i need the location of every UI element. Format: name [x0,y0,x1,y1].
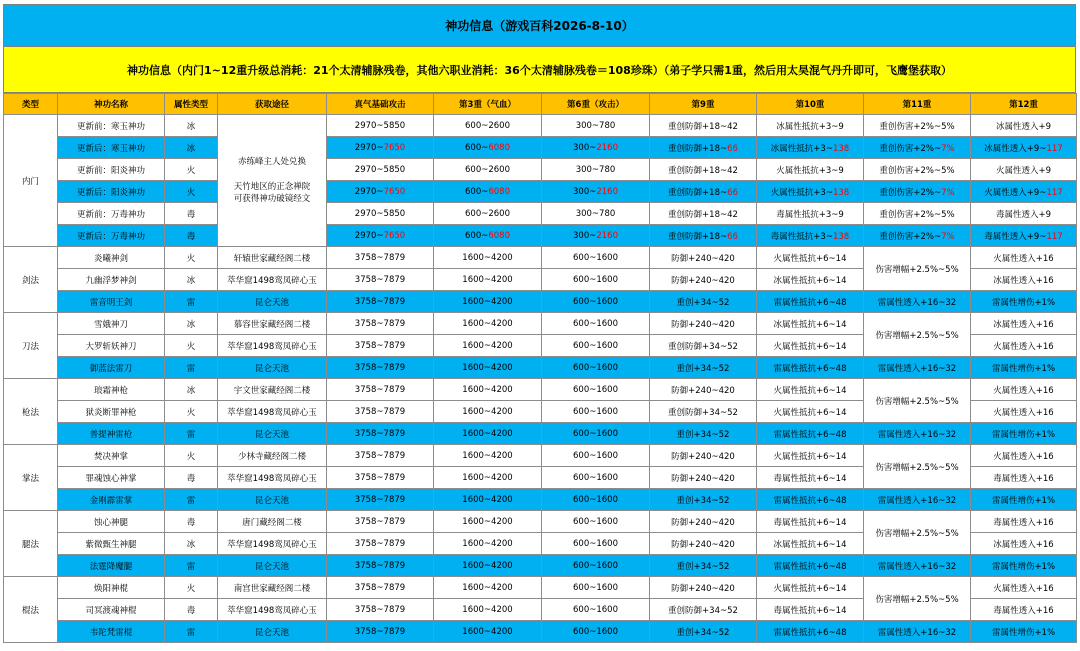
base-attack: 3758~7879 [327,335,434,357]
base-attack: 3758~7879 [327,511,434,533]
stage-6: 600~1600 [542,577,650,599]
stage-11-merged: 伤害增幅+2.5%~5% [864,511,971,555]
attribute-type: 毒 [165,203,218,225]
table-cell: 重创伤害+2%~7% [864,225,971,247]
table-cell: 重创防御+18~42 [650,203,757,225]
table-row [4,489,1077,511]
stage-9: 重创+34~52 [650,357,757,379]
stage-12: 毒属性透入+16 [971,511,1077,533]
header-cell: 第12重 [971,94,1077,115]
table-row [4,247,1077,269]
table-cell: 600~2600 [434,159,542,181]
stage-10: 冰属性抵抗+6~14 [757,533,864,555]
stage-11-merged: 伤害增幅+2.5%~5% [864,379,971,423]
table-row [4,159,1077,181]
skill-name: 更新前：阳炎神功 [58,159,165,181]
skill-name: 御蓝法雷刀 [58,357,165,379]
skill-name: 更新后：阳炎神功 [58,181,165,203]
highlight-value: 138 [832,187,850,198]
highlight-value: 117 [1046,143,1063,154]
stage-3: 1600~4200 [434,335,542,357]
attribute-type: 毒 [165,225,218,247]
table-cell: 毒属性抵抗+3~9 [757,203,864,225]
stage-12: 火属性透入+16 [971,335,1077,357]
attribute-type: 火 [165,247,218,269]
stage-10: 雷属性抵抗+6~48 [757,555,864,577]
table-cell: 600~2600 [434,203,542,225]
stage-12: 火属性透入+16 [971,247,1077,269]
attribute-type: 雷 [165,423,218,445]
skill-name: 炎曦神剑 [58,247,165,269]
stage-12: 雷属性增伤+1% [971,555,1077,577]
stage-12: 火属性透入+16 [971,445,1077,467]
stage-3: 1600~4200 [434,291,542,313]
attribute-type: 火 [165,401,218,423]
skill-name: 更新前：寒玉神功 [58,115,165,137]
stage-6: 600~1600 [542,489,650,511]
source-cell: 萃华窟1498鸾凤碎心玉 [218,335,327,357]
source-cell: 萃华窟1498鸾凤碎心玉 [218,269,327,291]
header-cell: 神功名称 [58,94,165,115]
stage-3: 1600~4200 [434,489,542,511]
table-cell: 2970~7650 [327,181,434,203]
stage-6: 600~1600 [542,269,650,291]
stage-9: 重创+34~52 [650,621,757,643]
skill-name: 雷音明王剑 [58,291,165,313]
table-row [4,511,1077,533]
table-cell: 火属性抵抗+3~138 [757,181,864,203]
table-cell: 冰属性抵抗+3~9 [757,115,864,137]
stage-3: 1600~4200 [434,533,542,555]
table-cell: 重创伤害+2%~5% [864,115,971,137]
header-cell: 第3重（气血） [434,94,542,115]
skill-name: 紫微甄生神腿 [58,533,165,555]
base-attack: 3758~7879 [327,599,434,621]
base-attack: 3758~7879 [327,621,434,643]
stage-10: 冰属性抵抗+6~14 [757,269,864,291]
base-attack: 3758~7879 [327,555,434,577]
base-attack: 3758~7879 [327,247,434,269]
category-cell: 掌法 [4,445,58,511]
attribute-type: 火 [165,445,218,467]
skill-name: 琅霜神枪 [58,379,165,401]
stage-6: 600~1600 [542,445,650,467]
skill-name: 焕阳神棍 [58,577,165,599]
header-row [4,94,1077,115]
table-cell: 600~6080 [434,225,542,247]
table-row [4,115,1077,137]
stage-3: 1600~4200 [434,511,542,533]
table-cell: 毒属性透入+9~117 [971,225,1077,247]
table-cell: 火属性透入+9~117 [971,181,1077,203]
base-attack: 3758~7879 [327,401,434,423]
base-attack: 3758~7879 [327,445,434,467]
table-row [4,313,1077,335]
source-cell: 南宫世家藏经阁二楼 [218,577,327,599]
table-row [4,555,1077,577]
stage-12: 雷属性增伤+1% [971,291,1077,313]
base-attack: 3758~7879 [327,291,434,313]
table-cell: 300~2160 [542,225,650,247]
table-cell: 火属性抵抗+3~9 [757,159,864,181]
category-cell: 腿法 [4,511,58,577]
base-attack: 3758~7879 [327,313,434,335]
stage-10: 雷属性抵抗+6~48 [757,357,864,379]
stage-11: 雷属性透入+16~32 [864,621,971,643]
attribute-type: 毒 [165,467,218,489]
header-cell: 第6重（攻击） [542,94,650,115]
stage-12: 雷属性增伤+1% [971,489,1077,511]
header-cell: 第9重 [650,94,757,115]
stage-10: 雷属性抵抗+6~48 [757,489,864,511]
stage-10: 雷属性抵抗+6~48 [757,621,864,643]
table-row [4,225,1077,247]
skill-name: 更新后：寒玉神功 [58,137,165,159]
table-cell: 300~780 [542,203,650,225]
stage-12: 毒属性透入+16 [971,467,1077,489]
attribute-type: 冰 [165,115,218,137]
source-cell: 昆仑天池 [218,357,327,379]
attribute-type: 雷 [165,489,218,511]
highlight-value: 138 [832,143,850,154]
table-row [4,291,1077,313]
stage-11: 雷属性透入+16~32 [864,489,971,511]
stage-3: 1600~4200 [434,357,542,379]
base-attack: 3758~7879 [327,577,434,599]
category-cell: 枪法 [4,379,58,445]
page-subtitle: 神功信息（内门1~12重升级总消耗：21个太清辅脉残卷，其他六职业消耗：36个太清辅脉残卷＝108珍珠）（弟子学只需1重，然后用太昊混气丹升即可，飞鹰堡获取） [3,47,1076,93]
stage-12: 雷属性增伤+1% [971,357,1077,379]
attribute-type: 雷 [165,291,218,313]
table-row [4,379,1077,401]
skill-name: 更新前：万毒神功 [58,203,165,225]
source-cell: 宇文世家藏经阁二楼 [218,379,327,401]
attribute-type: 火 [165,577,218,599]
highlight-value: 6080 [488,142,510,153]
source-cell: 轩辕世家藏经阁二楼 [218,247,327,269]
stage-6: 600~1600 [542,621,650,643]
stage-6: 600~1600 [542,357,650,379]
stage-6: 600~1600 [542,423,650,445]
stage-10: 火属性抵抗+6~14 [757,445,864,467]
skill-name: 普提神雷枪 [58,423,165,445]
stage-6: 600~1600 [542,379,650,401]
category-cell: 棍法 [4,577,58,643]
highlight-value: 7650 [383,186,406,197]
table-cell: 重创伤害+2%~5% [864,159,971,181]
table-cell: 重创防御+18~42 [650,115,757,137]
stage-3: 1600~4200 [434,247,542,269]
table-cell: 冰属性透入+9~117 [971,137,1077,159]
highlight-value: 6080 [488,186,510,197]
stage-12: 雷属性增伤+1% [971,423,1077,445]
base-attack: 3758~7879 [327,357,434,379]
source-cell: 昆仑天池 [218,555,327,577]
stage-3: 1600~4200 [434,621,542,643]
stage-6: 600~1600 [542,291,650,313]
stage-9: 重创防御+34~52 [650,599,757,621]
stage-9: 重创+34~52 [650,555,757,577]
skill-name: 雪娥神刀 [58,313,165,335]
highlight-value: 2160 [596,186,618,197]
highlight-value: 66 [727,143,738,154]
table-cell: 重创伤害+2%~7% [864,181,971,203]
table-row [4,181,1077,203]
stage-3: 1600~4200 [434,379,542,401]
highlight-value: 7% [941,231,955,242]
table-cell: 重创防御+18~66 [650,225,757,247]
stage-9: 重创防御+34~52 [650,335,757,357]
attribute-type: 火 [165,335,218,357]
source-cell: 昆仑天池 [218,423,327,445]
source-cell: 赤练峰主人处兑换 天竹地区的正念禅院 可获得神功破镜经文 [218,115,327,247]
stage-10: 雷属性抵抗+6~48 [757,291,864,313]
highlight-value: 6080 [488,230,510,241]
attribute-type: 冰 [165,137,218,159]
stage-12: 雷属性增伤+1% [971,621,1077,643]
stage-10: 雷属性抵抗+6~48 [757,423,864,445]
highlight-value: 66 [727,187,738,198]
table-cell: 600~6080 [434,137,542,159]
sheet [3,4,1076,643]
table-cell: 600~6080 [434,181,542,203]
stage-3: 1600~4200 [434,599,542,621]
stage-9: 重创+34~52 [650,291,757,313]
base-attack: 3758~7879 [327,269,434,291]
table-cell: 重创伤害+2%~5% [864,203,971,225]
stage-11-merged: 伤害增幅+2.5%~5% [864,247,971,291]
skill-name: 司冥渡魂神棍 [58,599,165,621]
attribute-type: 冰 [165,379,218,401]
stage-9: 重创防御+34~52 [650,401,757,423]
attribute-type: 毒 [165,511,218,533]
skill-name: 金刚霹雷掌 [58,489,165,511]
stage-11-merged: 伤害增幅+2.5%~5% [864,577,971,621]
stage-12: 冰属性透入+16 [971,269,1077,291]
header-cell: 属性类型 [165,94,218,115]
source-cell: 萃华窟1498鸾凤碎心玉 [218,533,327,555]
stage-9: 防御+240~420 [650,533,757,555]
source-cell: 萃华窟1498鸾凤碎心玉 [218,599,327,621]
table-row [4,423,1077,445]
stage-12: 火属性透入+16 [971,401,1077,423]
stage-9: 防御+240~420 [650,313,757,335]
category-cell: 刀法 [4,313,58,379]
skill-name: 蚀心神腿 [58,511,165,533]
stage-6: 600~1600 [542,313,650,335]
stage-9: 防御+240~420 [650,269,757,291]
base-attack: 3758~7879 [327,467,434,489]
skill-name: 法霆降魔腿 [58,555,165,577]
stage-3: 1600~4200 [434,313,542,335]
stage-10: 毒属性抵抗+6~14 [757,511,864,533]
base-attack: 3758~7879 [327,533,434,555]
stage-12: 火属性透入+16 [971,379,1077,401]
stage-9: 防御+240~420 [650,379,757,401]
table-row [4,203,1077,225]
table-cell: 毒属性透入+9 [971,203,1077,225]
source-cell: 唐门藏经阁二楼 [218,511,327,533]
stage-12: 冰属性透入+16 [971,313,1077,335]
highlight-value: 117 [1046,231,1063,242]
table-cell: 300~780 [542,115,650,137]
stage-11: 雷属性透入+16~32 [864,357,971,379]
source-cell: 昆仑天池 [218,621,327,643]
stage-10: 毒属性抵抗+6~14 [757,467,864,489]
highlight-value: 7650 [383,142,406,153]
skill-name: 罪魂蚀心神掌 [58,467,165,489]
table-cell: 火属性透入+9 [971,159,1077,181]
attribute-type: 冰 [165,313,218,335]
attribute-type: 雷 [165,621,218,643]
base-attack: 3758~7879 [327,379,434,401]
table-row [4,357,1077,379]
table-cell: 重创防御+18~66 [650,181,757,203]
header-cell: 第11重 [864,94,971,115]
skill-name: 韦陀梵雷棍 [58,621,165,643]
stage-6: 600~1600 [542,335,650,357]
attribute-type: 雷 [165,555,218,577]
table-row [4,137,1077,159]
attribute-type: 火 [165,181,218,203]
attribute-type: 雷 [165,357,218,379]
stage-11: 雷属性透入+16~32 [864,555,971,577]
stage-9: 防御+240~420 [650,511,757,533]
skill-name: 狱炎断罪神枪 [58,401,165,423]
stage-6: 600~1600 [542,467,650,489]
stage-3: 1600~4200 [434,467,542,489]
stage-3: 1600~4200 [434,445,542,467]
stage-6: 600~1600 [542,533,650,555]
source-cell: 昆仑天池 [218,291,327,313]
table-cell: 重创伤害+2%~7% [864,137,971,159]
stage-3: 1600~4200 [434,423,542,445]
source-cell: 昆仑天池 [218,489,327,511]
skill-name: 焚决神掌 [58,445,165,467]
table-cell: 2970~5850 [327,115,434,137]
highlight-value: 2160 [596,230,618,241]
stage-11: 雷属性透入+16~32 [864,423,971,445]
attribute-type: 毒 [165,599,218,621]
stage-6: 600~1600 [542,247,650,269]
table-cell: 2970~5850 [327,159,434,181]
stage-11: 雷属性透入+16~32 [864,291,971,313]
stage-10: 火属性抵抗+6~14 [757,577,864,599]
table-cell: 300~2160 [542,137,650,159]
table-row [4,621,1077,643]
stage-6: 600~1600 [542,401,650,423]
stage-10: 毒属性抵抗+6~14 [757,599,864,621]
table-cell: 2970~5850 [327,203,434,225]
stage-10: 火属性抵抗+6~14 [757,379,864,401]
table-cell: 冰属性透入+9 [971,115,1077,137]
stage-9: 防御+240~420 [650,577,757,599]
stage-9: 防御+240~420 [650,467,757,489]
stage-12: 冰属性透入+16 [971,533,1077,555]
highlight-value: 117 [1046,187,1063,198]
stage-3: 1600~4200 [434,555,542,577]
category-cell: 内门 [4,115,58,247]
stage-9: 防御+240~420 [650,247,757,269]
table-cell: 2970~7650 [327,137,434,159]
table-cell: 300~2160 [542,181,650,203]
base-attack: 3758~7879 [327,489,434,511]
attribute-type: 火 [165,159,218,181]
stage-10: 火属性抵抗+6~14 [757,335,864,357]
stage-10: 冰属性抵抗+6~14 [757,313,864,335]
header-cell: 真气基础攻击 [327,94,434,115]
table-cell: 2970~7650 [327,225,434,247]
table-cell: 600~2600 [434,115,542,137]
attribute-type: 冰 [165,269,218,291]
header-cell: 类型 [4,94,58,115]
table-row [4,577,1077,599]
stage-3: 1600~4200 [434,269,542,291]
source-cell: 萃华窟1498鸾凤碎心玉 [218,401,327,423]
highlight-value: 66 [727,231,738,242]
source-cell: 少林寺藏经阁二楼 [218,445,327,467]
stage-3: 1600~4200 [434,577,542,599]
table-cell: 300~780 [542,159,650,181]
table-cell: 重创防御+18~42 [650,159,757,181]
attribute-type: 冰 [165,533,218,555]
highlight-value: 7% [941,187,955,198]
stage-12: 毒属性透入+16 [971,599,1077,621]
skill-name: 九幽浮梦神剑 [58,269,165,291]
stage-6: 600~1600 [542,511,650,533]
skill-table [3,93,1077,643]
page-title: 神功信息（游戏百科2026-8-10） [3,4,1076,47]
skill-name: 更新后：万毒神功 [58,225,165,247]
stage-6: 600~1600 [542,599,650,621]
highlight-value: 2160 [596,142,618,153]
table-cell: 毒属性抵抗+3~138 [757,225,864,247]
table-row [4,445,1077,467]
header-cell: 第10重 [757,94,864,115]
table-cell: 冰属性抵抗+3~138 [757,137,864,159]
stage-9: 重创+34~52 [650,489,757,511]
stage-10: 火属性抵抗+6~14 [757,247,864,269]
stage-9: 防御+240~420 [650,445,757,467]
stage-9: 重创+34~52 [650,423,757,445]
highlight-value: 7650 [383,230,406,241]
base-attack: 3758~7879 [327,423,434,445]
source-cell: 萃华窟1498鸾凤碎心玉 [218,467,327,489]
stage-11-merged: 伤害增幅+2.5%~5% [864,313,971,357]
source-cell: 慕容世家藏经阁二楼 [218,313,327,335]
stage-3: 1600~4200 [434,401,542,423]
stage-6: 600~1600 [542,555,650,577]
stage-10: 火属性抵抗+6~14 [757,401,864,423]
highlight-value: 7% [941,143,955,154]
category-cell: 剑法 [4,247,58,313]
table-cell: 重创防御+18~66 [650,137,757,159]
highlight-value: 138 [832,231,850,242]
skill-name: 大罗斩妖神刀 [58,335,165,357]
stage-11-merged: 伤害增幅+2.5%~5% [864,445,971,489]
header-cell: 获取途径 [218,94,327,115]
stage-12: 火属性透入+16 [971,577,1077,599]
